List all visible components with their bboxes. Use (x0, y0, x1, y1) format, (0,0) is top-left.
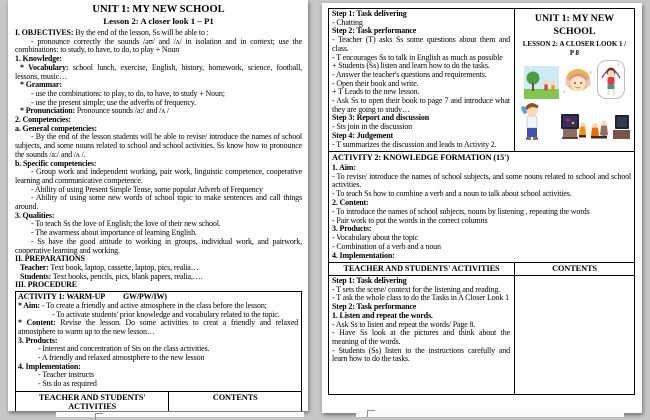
skipping-rope-girl-illustration (597, 60, 625, 99)
paragraph: * Aim: - To create a friendly and active atmosphere in the class before the lesson; (18, 300, 267, 310)
paragraph: - Ability of using Present Simple Tense, some popular Adverb of Frequency (31, 184, 263, 194)
paragraph: 1. Listen and repeat the words. (332, 310, 433, 320)
paragraph: 3. Products: (18, 335, 58, 345)
paragraph: - use the combinations: to play, to do, to have, to study + Noun; (31, 88, 225, 98)
paragraph: 4. Implementation: (332, 250, 395, 260)
paragraph: - To activate students' prior knowledge and vocabulary related to the topic. (52, 309, 280, 319)
knowledge-formation-contents-cell (515, 276, 634, 394)
page-subtitle: Lesson 2: A closer look 1 – P1 (103, 16, 214, 26)
paragraph: - A friendly and relaxed atmostphere to the new lesson (38, 353, 205, 363)
paragraph: - Ss have the good attitude to working in groups, individual work, and pairwork, cooperative learning and working. (15, 236, 302, 255)
activities-contents-table-header (15, 391, 302, 411)
paragraph: - Teacher instructs (38, 370, 94, 380)
paragraph: - Pair work to put the words in the correct columns (332, 215, 488, 225)
paragraph: - To teach Ss how to combine a verb and a noun to talk about school activities. (332, 189, 572, 199)
paragraph: ACTIVITY 1: WARM-UP GW/PW/IW) (18, 292, 167, 302)
paragraph: I. OBJECTIVES: By the end of the lesson, Ss will be able to : (15, 28, 209, 37)
paragraph: 1. Knowledge: (15, 54, 62, 64)
paragraph: b. Specific competencies: (15, 158, 97, 168)
paragraph: Step 1: Task delivering (332, 9, 407, 18)
paragraph: - To teach Ss the love of English; the love of their new school. (31, 219, 221, 229)
paragraph: 4. Implementation: (18, 361, 81, 371)
knowledge-formation-table-row (329, 276, 634, 394)
watching-tv-kid-illustration (550, 112, 587, 143)
activity2-heading: ACTIVITY 2: KNOWLEDGE FORMATION (15') (329, 151, 634, 164)
page-1 (8, 0, 308, 411)
paragraph: - By the end of the lesson students will be able to revise/ introduce the names of school subjects, and some nouns related to school and school activities. Ss know how to pronounce the sounds /a:/ and /ʌ /. (15, 132, 302, 159)
paragraph: + Students (Ss) listen and learn how to do the tasks. (332, 61, 490, 71)
contents-column-header: CONTENTS (552, 264, 597, 274)
paragraph: - Ability of using some new words of school topic to make sentences and call things around. (15, 193, 302, 212)
paragraph: - Ask Ss to listen and repeat the words/ Page 8. (332, 319, 476, 329)
paragraph: - Vocabulary about the topic (332, 233, 419, 243)
paragraph: - T summarizes the discussion and leads to Activity 2. (332, 139, 497, 149)
warmup-table-row (329, 9, 634, 151)
warmup-steps-cell (329, 9, 515, 151)
playing-video-games-kids-illustration (589, 112, 631, 143)
paragraph: Students: Text books, pencils, pics, blank papers, realia,…. (20, 271, 203, 281)
paragraph: Step 2: Task performance (332, 26, 417, 36)
paragraph: 2. Content: (332, 197, 369, 207)
contents-unit-title: UNIT 1: MY NEW SCHOOL (534, 13, 615, 37)
procedure-table (328, 8, 635, 395)
listening-to-music-girl-illustration (561, 66, 595, 99)
contents-column-header: CONTENTS (212, 393, 258, 403)
paragraph: - Ask Ss to open their book to page 7 and introduce what they are going to study… (332, 96, 510, 114)
knowledge-formation-steps-cell (329, 276, 515, 394)
page-2 (322, 3, 642, 413)
paragraph: - T sets the scene/ context for the listening and reading. (332, 284, 501, 294)
paragraph: - Interest and concentration of Sts on the class activities. (38, 344, 210, 354)
drinking-water-boy-illustration (518, 101, 548, 143)
paragraph: 3. Qualities: (15, 210, 55, 220)
page-title: UNIT 1: MY NEW SCHOOL (92, 4, 225, 15)
vocabulary-pictures (516, 60, 633, 143)
activities-contents-table-header-2 (329, 262, 634, 277)
paragraph: 2. Competencies: (15, 115, 71, 125)
paragraph: * Pronunciation: Pronounce sounds /a:/ and /ʌ / (20, 106, 170, 116)
paragraph: - Open their book and write. (332, 78, 419, 88)
paragraph: - Group work and independent working, pair work, linguistic competence, cooperative learning and communicative competence. (15, 167, 302, 185)
warmup-contents-cell (515, 9, 634, 151)
paragraph: Step 1: Task delivering (332, 276, 407, 286)
paragraph: Teacher: Text book, laptop, cassette, laptop, pics, realia… (20, 262, 199, 272)
paragraph: III. PROCEDURE (15, 280, 77, 290)
next-page-edge-left (56, 412, 304, 417)
paragraph: Step 4: Judgement (332, 130, 394, 140)
paragraph: - The awarmess about importance of learning English. (31, 228, 197, 238)
paragraph: - Teacher (T) asks Ss some questions about them and class. (332, 35, 510, 53)
paragraph: - Sts do as required (38, 379, 97, 389)
svg-text:♪: ♪ (563, 90, 566, 95)
paragraph: - Combination of a verb and a noun (332, 241, 441, 251)
contents-lesson-title: LESSON 2: A CLOSER LOOK 1 / P 8 (522, 40, 627, 57)
paragraph: - use the present simple; use the adverbs of frequency. (31, 97, 196, 107)
paragraph: II. PREPARATIONS (15, 254, 85, 264)
paragraph: - Students (Ss) listen to the instructions carefully and learn how to do the tasks. (332, 345, 510, 364)
objectives-section (15, 29, 302, 290)
svg-text:♪: ♪ (589, 70, 592, 76)
paragraph: - pronounce correctly the sounds /əʊ/ and /ʌ/ in isolation and in context; use the combinations: to study, to have, to do, to play + Noun (15, 36, 302, 55)
park-play-illustration (524, 66, 559, 99)
paragraph: * Content: Revise the lesson. Do some activities to creat a friendly and relaxed atmostphere to warm up to the new lesson… (18, 318, 298, 336)
paragraph: - T encourages Ss to talk in English as much as possible (332, 52, 503, 62)
paragraph: + T Leads to the new lesson. (332, 87, 420, 97)
paragraph: - Chatting (332, 17, 363, 27)
paragraph: * Vocabulary: school lunch, exercise, English, history, homework, science, football, lessons, music… (15, 62, 303, 81)
paragraph: a. General competencies: (15, 123, 97, 133)
paragraph: - To introduce the names of school subjects, nouns by listening , repeating the words (332, 206, 590, 216)
activity1-box (15, 291, 302, 392)
paragraph: 1. Aim: (332, 162, 356, 172)
svg-text:♪: ♪ (617, 63, 620, 68)
teacher-students-activities-column-header: TEACHER AND STUDENTS' ACTIVITIES (16, 392, 169, 411)
text-boundary-mark (367, 410, 375, 417)
next-page-edge-right (356, 410, 624, 417)
paragraph: - Answer the teacher's questions and requirements. (332, 69, 487, 79)
teacher-students-activities-column-header: TEACHER AND STUDENTS' ACTIVITIES (329, 263, 515, 276)
paragraph: - T ask the whole class to do the Tasks in A Closer Look 1 (332, 293, 509, 303)
activity2-section (329, 164, 634, 262)
paragraph: - To revise/ introduce the names of school subjects, and some nouns related to school and school activities. (332, 171, 631, 190)
paragraph: 3. Products: (332, 224, 372, 234)
paragraph: * Grammar: (20, 80, 62, 90)
paragraph: - Have Ss look at the pictures and think about the meaning of the words. (332, 328, 510, 346)
paragraph: Step 3: Report and discussion (332, 113, 430, 123)
paragraph: - Sts join in the discussion (332, 122, 413, 132)
paragraph: Step 2: Task performance (332, 302, 417, 312)
